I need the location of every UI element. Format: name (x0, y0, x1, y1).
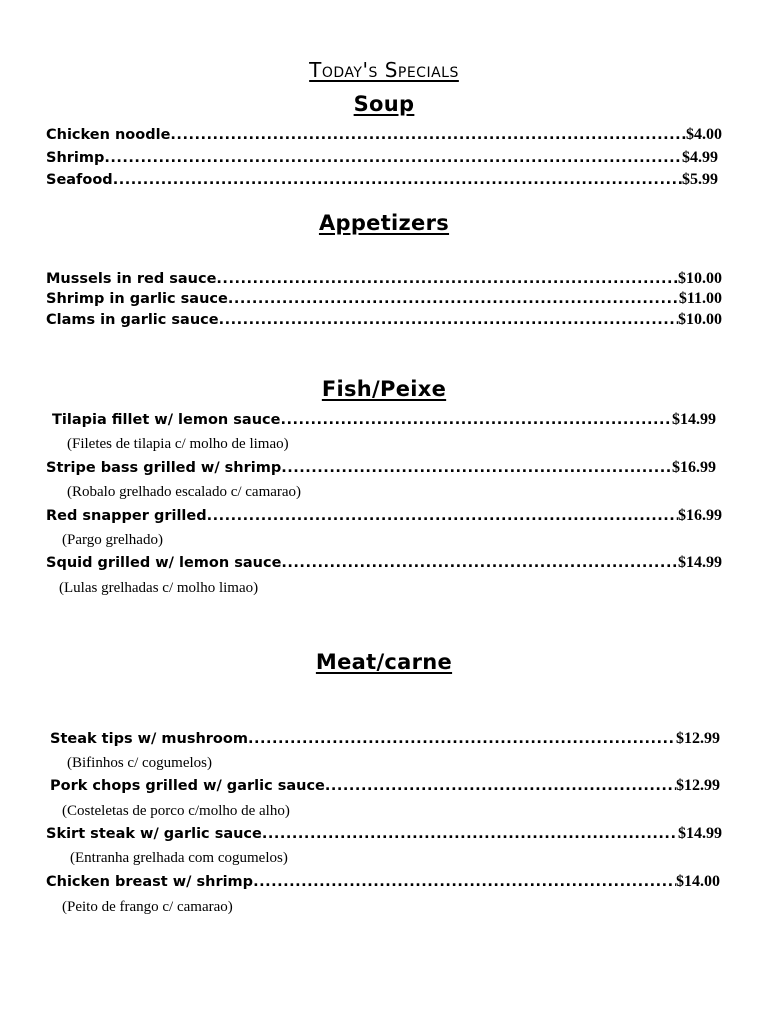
leader-dots (280, 410, 672, 430)
item-name: Pork chops grilled w/ garlic sauce (50, 778, 325, 794)
item-translation: (Lulas grelhadas c/ molho limao) (59, 580, 259, 596)
leader-dots (219, 310, 678, 330)
item-translation: (Filetes de tilapia c/ molho de limao) (67, 436, 289, 452)
menu-item-mussels (46, 269, 722, 289)
menu-item-chicken-noodle (46, 125, 722, 145)
item-name: Steak tips w/ mushroom (50, 731, 248, 747)
item-name: Clams in garlic sauce (46, 312, 219, 328)
item-price: $14.00 (676, 873, 720, 890)
item-price: $16.99 (672, 459, 716, 476)
menu-item-shrimp-garlic (46, 289, 722, 309)
leader-dots (262, 824, 678, 844)
leader-dots (104, 148, 682, 168)
leader-dots (248, 729, 676, 749)
section-heading-fish: Fish/Peixe (321, 377, 447, 401)
item-price: $11.00 (678, 290, 722, 307)
item-name: Chicken noodle (46, 127, 171, 143)
page-title: Today's Specials (309, 58, 459, 82)
menu-item-seafood-soup (46, 170, 718, 190)
menu-item-skirt-steak (46, 824, 722, 844)
leader-dots (228, 289, 679, 309)
item-name: Shrimp in garlic sauce (46, 291, 228, 307)
menu-item-stripe-bass (46, 458, 716, 478)
menu-item-squid (46, 553, 722, 573)
item-price: $14.99 (678, 554, 722, 571)
item-name: Mussels in red sauce (46, 271, 217, 287)
item-name: Tilapia fillet w/ lemon sauce (52, 412, 281, 428)
section-heading-appetizers: Appetizers (318, 211, 450, 235)
item-translation: (Entranha grelhada com cogumelos) (70, 850, 288, 866)
menu-item-clams (46, 310, 722, 330)
leader-dots (216, 269, 678, 289)
item-translation: (Peito de frango c/ camarao) (62, 899, 233, 915)
section-heading-soup: Soup (353, 92, 415, 116)
leader-dots (207, 506, 678, 526)
leader-dots (325, 776, 676, 796)
leader-dots (281, 553, 678, 573)
menu-item-red-snapper (46, 506, 722, 526)
leader-dots (113, 170, 682, 190)
menu-item-steak-tips (50, 729, 720, 749)
item-price: $12.99 (676, 777, 720, 794)
leader-dots (170, 125, 686, 145)
item-name: Shrimp (46, 150, 105, 166)
item-name: Seafood (46, 172, 113, 188)
leader-dots (253, 872, 676, 892)
item-name: Stripe bass grilled w/ shrimp (46, 460, 282, 476)
item-translation: (Bifinhos c/ cogumelos) (67, 755, 212, 771)
menu-item-shrimp-soup (46, 148, 718, 168)
item-price: $16.99 (678, 507, 722, 524)
item-price: $12.99 (676, 730, 720, 747)
menu-item-chicken-breast (46, 872, 720, 892)
leader-dots (281, 458, 672, 478)
item-name: Skirt steak w/ garlic sauce (46, 826, 262, 842)
item-price: $4.00 (686, 126, 722, 143)
item-price: $10.00 (678, 270, 722, 287)
item-name: Chicken breast w/ shrimp (46, 874, 254, 890)
item-price: $14.99 (672, 411, 716, 428)
menu-item-tilapia (52, 410, 716, 430)
item-translation: (Costeletas de porco c/molho de alho) (62, 803, 290, 819)
item-price: $5.99 (682, 171, 718, 188)
item-price: $10.00 (678, 311, 722, 328)
item-name: Red snapper grilled (46, 508, 207, 524)
section-heading-meat: Meat/carne (315, 650, 453, 674)
item-translation: (Pargo grelhado) (62, 532, 163, 548)
item-price: $14.99 (678, 825, 722, 842)
item-price: $4.99 (682, 149, 718, 166)
item-name: Squid grilled w/ lemon sauce (46, 555, 282, 571)
item-translation: (Robalo grelhado escalado c/ camarao) (67, 484, 302, 500)
menu-item-pork-chops (50, 776, 720, 796)
